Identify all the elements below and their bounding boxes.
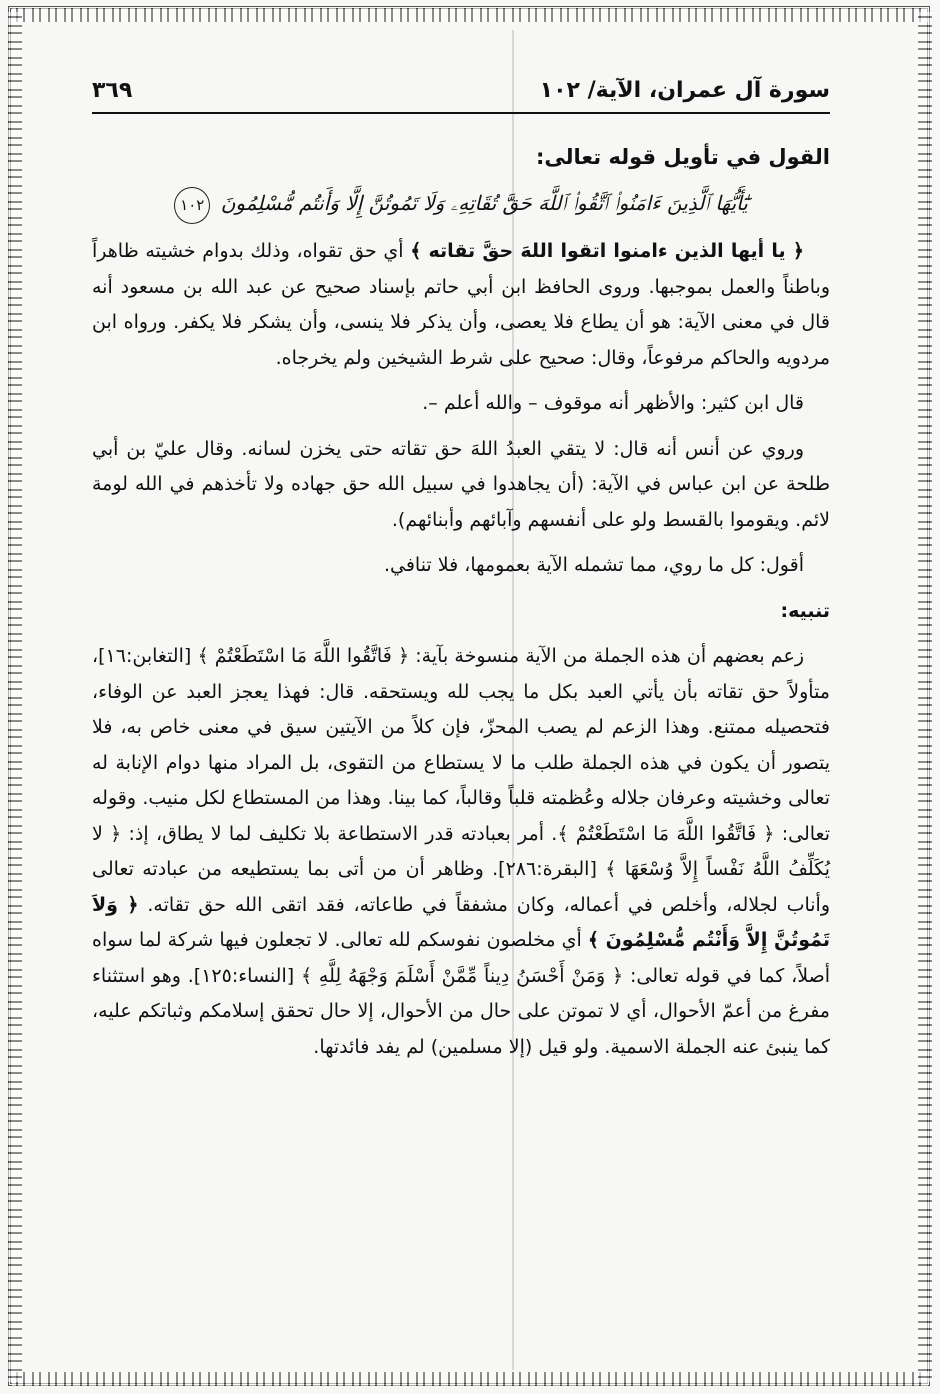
paragraph-text: زعم بعضهم أن هذه الجملة من الآية منسوخة بآية: ﴿ فَاتَّقُوا اللَّهَ مَا اسْتَطَعْتُمْ ﴾ [التغابن:١٦]، متأولاً حق تقاته بأن يأتي العبد بكل ما يجب لله ويستحقه. قال: فهذا يعجز العبد عن الوفاء، فتحصيله ممتنع. وهذا الزعم لم يصب المحزّ، فإن كلاً من الآيتين سيق في معنى خاص به، فلا يتصور أن يكون في هذه الجملة طلب ما لا يستطاع من التقوى، بل المراد منها دوام الإنابة له تعالى وخشيته وعرفان جلاله وعُظمته قلباً وقالباً، كما بينا. وهذا من المستطاع لكل منيب. وقوله تعالى: ﴿ فَاتَّقُوا اللَّهَ مَا اسْتَطَعْتُمْ ﴾. أمر بعبادته قدر الاستطاعة بلا تكليف لما لا يطاق، إذ: ﴿ لا يُكَلِّفُ اللَّهُ نَفْساً إِلاَّ وُسْعَهَا ﴾ [البقرة:٢٨٦]. وظاهر أن من أتى بما يستطيعه من عبادته تعالى وأناب لجلاله، وأخلص في أعماله، وكان مشفقاً في طاعاته، فقد اتقى الله حق تقاته. bbox=[92, 645, 830, 916]
note-heading: تنبيه: bbox=[780, 599, 830, 622]
paragraph-2: قال ابن كثير: والأظهر أنه موقوف – والله أعلم –. bbox=[422, 392, 804, 414]
verse-text: يَٰٓأَيُّهَا ٱلَّذِينَ ءَامَنُوا۟ ٱتَّقُوا۟ ٱللَّهَ حَقَّ تُقَاتِهِۦ وَلَا تَمُوتُنَّ إِلَّا وَأَنتُم مُّسْلِمُونَ bbox=[220, 190, 748, 215]
page-body bbox=[92, 140, 830, 1075]
verse-quote: ﴿ وَلاَ تَمُوتُنَّ إِلاَّ وَأَنْتُم مُّسْلِمُونَ ﴾ bbox=[92, 893, 830, 951]
decorative-border-top bbox=[12, 8, 928, 22]
page-number: ٣٦٩ bbox=[92, 77, 133, 103]
decorative-border-left bbox=[8, 12, 22, 1382]
surah-title: سورة آل عمران، الآية/ ١٠٢ bbox=[539, 77, 830, 103]
running-header bbox=[92, 70, 830, 110]
paragraph-3: وروي عن أنس أنه قال: لا يتقي العبدُ اللهَ حق تقاته حتى يخزن لسانه. وقال عليّ بن أبي طلحة عن ابن عباس في الآية: (أن يجاهدوا في سبيل الله حق جهاده ولا تأخذهم في الله لومة لائم. ويقوموا بالقسط ولو على أنفسهم وآبائهم وأبنائهم). bbox=[92, 437, 830, 531]
paragraph-text-tail: أي مخلصون نفوسكم لله تعالى. لا تجعلون فيها شركة لما سواه أصلاً، كما في قوله تعالى: ﴿ وَمَنْ أَحْسَنُ دِيناً مِّمَّنْ أَسْلَمَ وَجْهَهُ لِلَّهِ ﴾ [النساء:١٢٥]. وهو استثناء مفرغ من أعمّ الأحوال، أي لا تموتن على حال من الأحوال، إلا حال تحقق إسلامكم وثباتكم عليه، كما ينبئ عنه الجملة الاسمية. ولو قيل (إلا مسلمين) لم يفد فائدتها. bbox=[92, 929, 830, 1058]
header-rule bbox=[92, 112, 830, 114]
decorative-border-bottom bbox=[12, 1372, 928, 1386]
quran-verse bbox=[92, 186, 830, 225]
paragraph-4: أقول: كل ما روي، مما تشمله الآية بعمومها، فلا تنافي. bbox=[383, 554, 804, 576]
section-heading: القول في تأويل قوله تعالى: bbox=[536, 145, 830, 169]
paragraph-5 bbox=[92, 639, 830, 1065]
paragraph-text: أي حق تقواه، وذلك بدوام خشيته ظاهراً وباطناً والعمل بموجبها. وروى الحافظ ابن أبي حاتم بإسناد صحيح عن عبد الله بن مسعود أنه قال في معنى الآية: هو أن يطاع فلا يعصى، وأن يذكر فلا ينسى، وأن يشكر فلا يكفر. ورواه ابن مردويه والحاكم مرفوعاً، وقال: صحيح على شرط الشيخين ولم يخرجاه. bbox=[92, 240, 830, 369]
verse-number-badge: ١٠٢ bbox=[174, 187, 210, 225]
decorative-border-right bbox=[918, 12, 932, 1382]
paragraph-1 bbox=[92, 234, 830, 376]
verse-quote: ﴿ يا أيها الذين ءامنوا اتقوا اللهَ حقَّ تقاته ﴾ bbox=[410, 240, 804, 262]
